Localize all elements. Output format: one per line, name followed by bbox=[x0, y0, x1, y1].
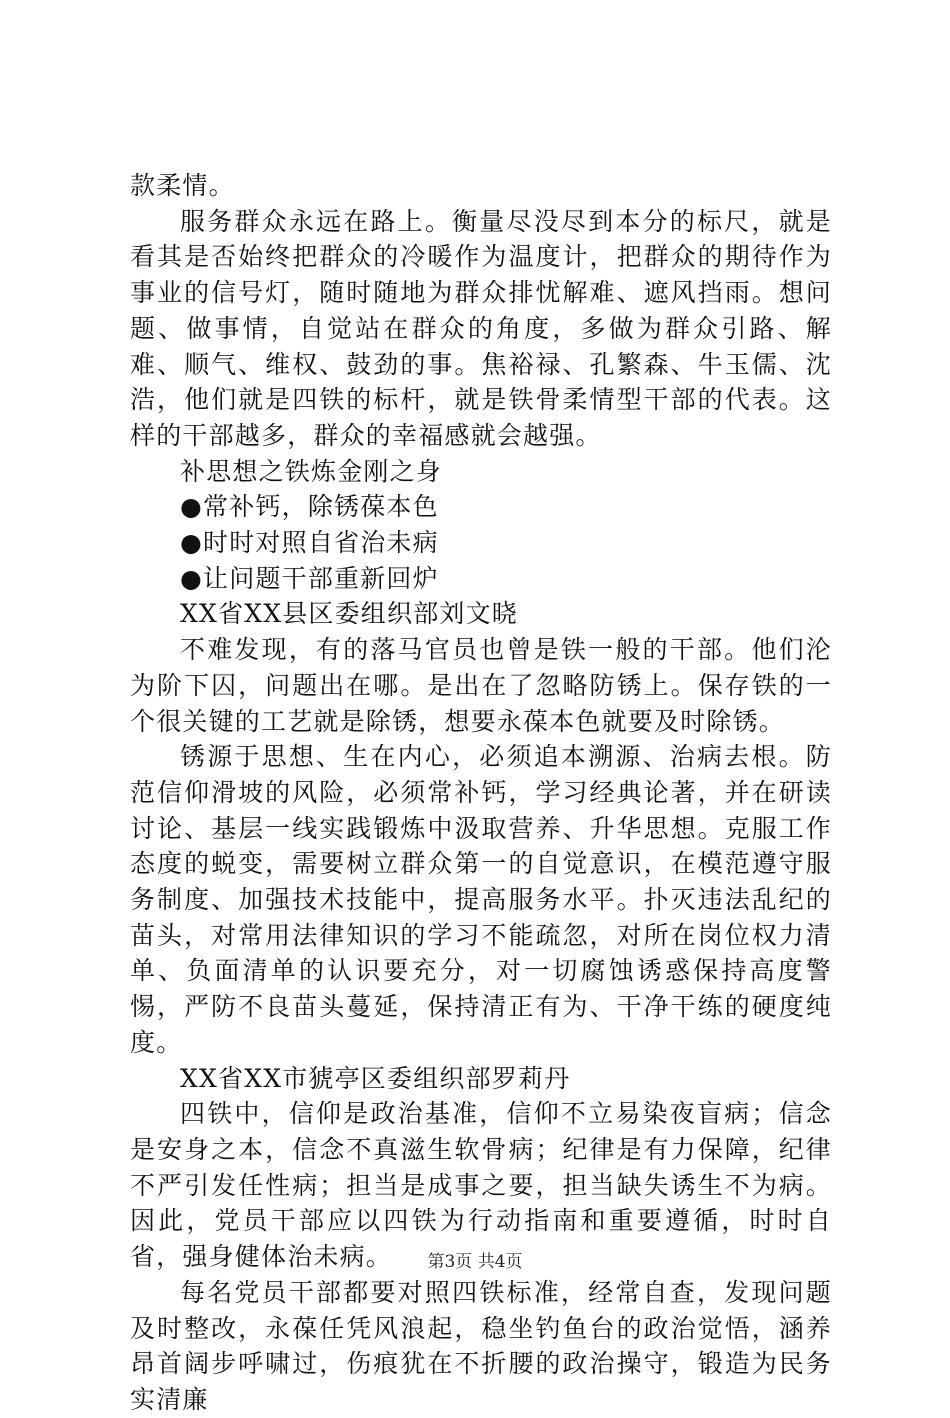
page-number-footer: 第3页 共4页 bbox=[427, 1252, 523, 1272]
paragraph: 服务群众永远在路上。衡量尽没尽到本分的标尺，就是看其是否始终把群众的冷暖作为温度计，把群众的期待作为事业的信号灯，随时随地为群众排忧解难、遮风挡雨。想问题、做事情，自觉站在群众的角度，多做为群众引路、解难、顺气、维权、鼓劲的事。焦裕禄、孔繁森、牛玉儒、沈浩，他们就是四铁的标杆，就是铁骨柔情型干部的代表。这样的干部越多，群众的幸福感就会越强。 bbox=[130, 206, 832, 450]
section-heading: 补思想之铁炼金刚之身 bbox=[180, 456, 443, 486]
bullet-item: ●常补钙，除锈葆本色 bbox=[180, 492, 439, 522]
paragraph: 锈源于思想、生在内心，必须追本溯源、治病去根。防范信仰滑坡的风险，必须常补钙，学习经典论著，并在研读讨论、基层一线实践锻炼中汲取营养、升华思想。克服工作态度的蜕变，需要树立群众第一的自觉意识，在模范遵守服务制度、加强技术技能中，提高服务水平。扑灭违法乱纪的苗头，对常用法律知识的学习不能疏忽，对所在岗位权力清单、负面清单的认识要充分，对一切腐蚀诱惑保持高度警惕，严防不良苗头蔓延，保持清正有为、干净干练的硬度纯度。 bbox=[130, 742, 832, 1057]
bullet-item: ●让问题干部重新回炉 bbox=[180, 563, 439, 593]
paragraph: 四铁中，信仰是政治基准，信仰不立易染夜盲病；信念是安身之本，信念不真滋生软骨病；纪律是有力保障，纪律不严引发任性病；担当是成事之要，担当缺失诱生不为病。因此，党员干部应以四铁为行动指南和重要遵循，时时自省，强身健体治未病。 bbox=[130, 1099, 832, 1272]
paragraph: 不难发现，有的落马官员也曾是铁一般的干部。他们沦为阶下囚，问题出在哪。是出在了忽略防锈上。保存铁的一个很关键的工艺就是除锈，想要永葆本色就要及时除锈。 bbox=[130, 635, 832, 736]
author-line: XX省XX县区委组织部刘文晓 bbox=[180, 599, 518, 629]
paragraph: 款柔情。 bbox=[130, 171, 235, 200]
bullet-item: ●时时对照自省治未病 bbox=[180, 528, 439, 558]
document-body bbox=[130, 168, 832, 1418]
paragraph: 每名党员干部都要对照四铁标准，经常自查，发现问题及时整改，永葆任凭风浪起，稳坐钓鱼台的政治觉悟，涵养昂首阔步呼啸过，伤痕犹在不折腰的政治操守，锻造为民务实清廉 bbox=[130, 1277, 832, 1414]
author-line: XX省XX市猇亭区委组织部罗莉丹 bbox=[180, 1063, 571, 1093]
